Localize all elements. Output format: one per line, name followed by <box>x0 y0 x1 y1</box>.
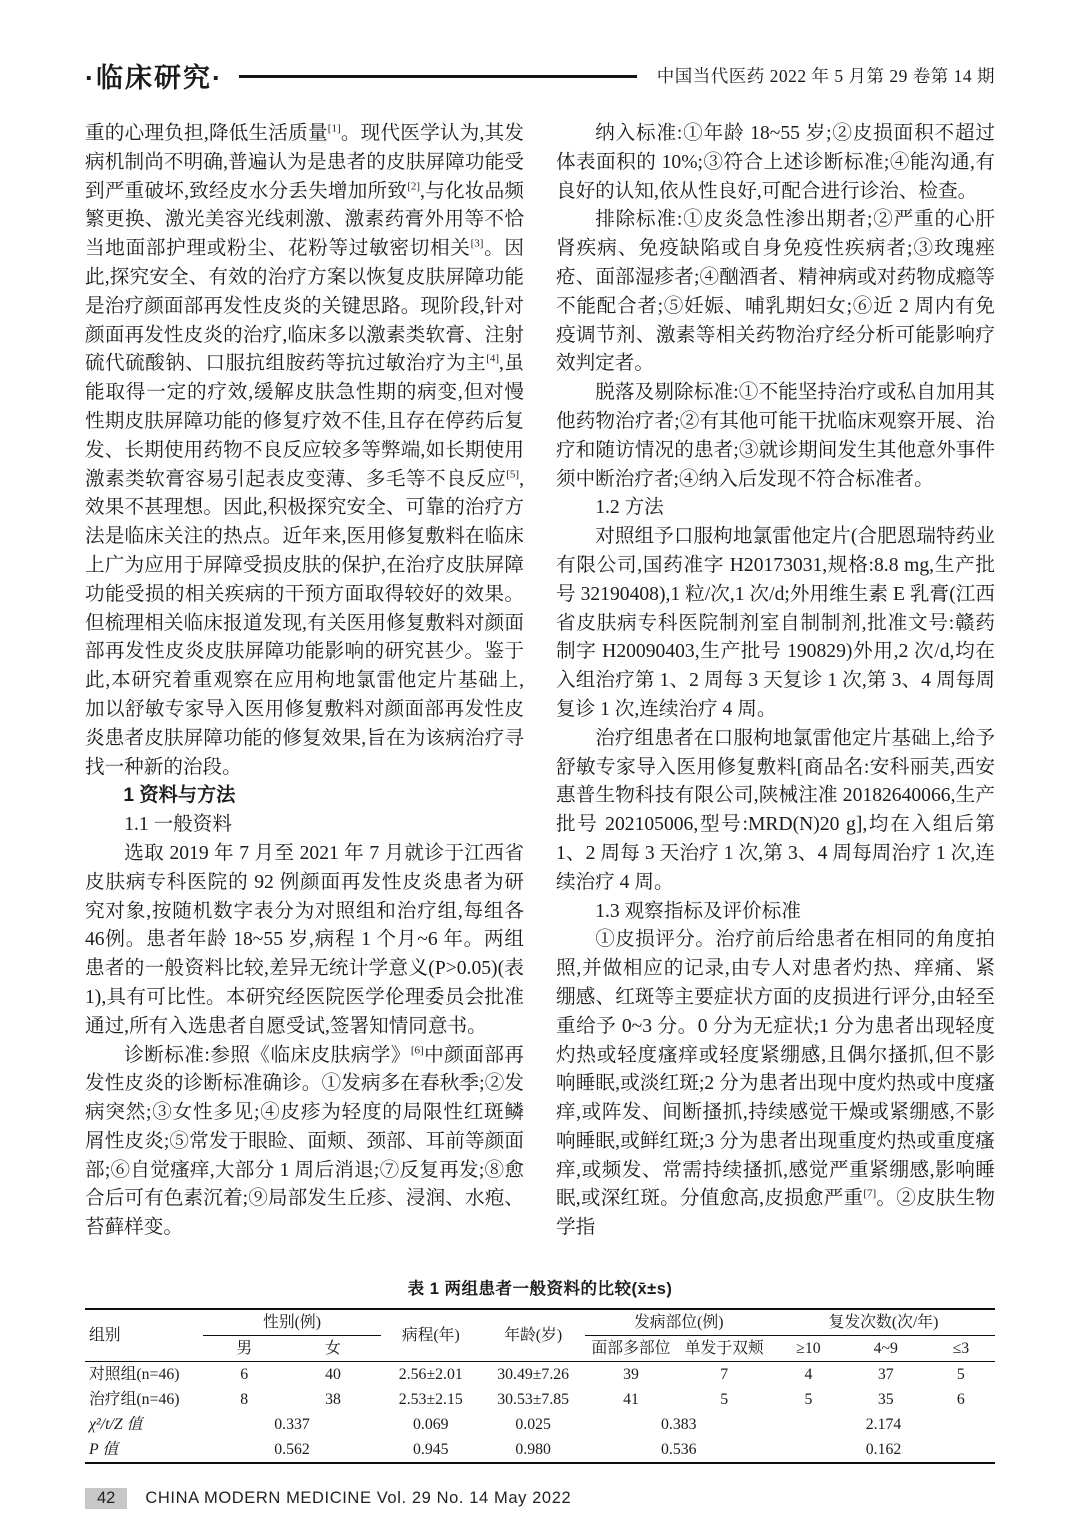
intro-continuation-paragraph: 重的心理负担,降低生活质量[1]。现代医学认为,其发病机制尚不明确,普遍认为是患者的皮肤屏障功能受到严重破坏,致经皮水分丢失增加所致[2],与化妆品频繁更换、激光美容光线刺激、激素药膏外用等不恰当地面部护理或粉尘、花粉等过敏密切相关[3]。因此,探究安全、有效的治疗方案以恢复皮肤屏障功能是治疗颜面部再发性皮炎的关键思路。现阶段,针对颜面再发性皮炎的治疗,临床多以激素类软膏、注射硫代硫酸钠、口服抗组胺药等抗过敏治疗为主[4],虽能取得一定的疗效,缓解皮肤急性期的病变,但对慢性期皮肤屏障功能的修复疗效不佳,且存在停药后复发、长期使用药物不良反应较多等弊端,如长期使用激素类软膏容易引起表皮变薄、多毛等不良反应[5],效果不甚理想。因此,积极探究安全、可靠的治疗方法是临床关注的热点。近年来,医用修复敷料在临床上广为应用于屏障受损皮肤的保护,在治疗皮肤屏障功能受损的相关疾病的干预方面取得较好的效果。但梳理相关临床报道发现,有关医用修复敷料对颜面部再发性皮炎皮肤屏障功能影响的研究甚少。鉴于此,本研究着重观察在应用枸地氯雷他定片基础上,加以舒敏专家导入医用修复敷料对颜面部再发性皮炎患者皮肤屏障功能的修复效果,旨在为该病治疗寻找一种新的治段。 <box>85 122 525 778</box>
cell-site-single: 7 <box>720 1366 729 1384</box>
cell-recur-4-9: 37 <box>877 1366 894 1384</box>
left-column <box>85 120 524 1243</box>
cell-male: 6 <box>240 1366 249 1384</box>
col-header-recur-ge10: ≥10 <box>772 1336 845 1362</box>
cell-course: 2.56±2.01 <box>398 1366 463 1384</box>
paragraph-diagnostic-criteria: 诊断标准:参照《临床皮肤病学》[6]中颜面部再发性皮炎的诊断标准确诊。①发病多在春秋季;②发病突然;③女性多见;④皮疹为轻度的局限性红斑鳞屑性皮炎;⑤常发于眼睑、面颊、颈部、耳前等颜面部;⑥自觉瘙痒,大部分 1 周后消退;⑦反复再发;⑧愈合后可有色素沉着;⑨局部发生丘疹、浸润、水疱、苔藓样变。 <box>85 1043 524 1239</box>
header-rule <box>239 75 637 78</box>
col-header-site-multi: 面部多部位 <box>585 1336 676 1362</box>
cell-recur-ge10: 4 <box>804 1366 813 1384</box>
cell-stat-course: 0.945 <box>413 1441 449 1459</box>
col-header-male: 男 <box>203 1336 285 1362</box>
cell-recur-le3: 6 <box>956 1391 965 1409</box>
right-column <box>556 120 995 1243</box>
col-header-site-single: 单发于双颊 <box>676 1336 772 1362</box>
row-label: 治疗组(n=46) <box>89 1391 180 1409</box>
col-header-course: 病程(年) <box>381 1309 481 1362</box>
cell-stat-course: 0.069 <box>413 1416 449 1434</box>
paragraph-lesion-score: ①皮损评分。治疗前后给患者在相同的角度拍照,并做相应的记录,由专人对患者灼热、痒痛、紧绷感、红斑等主要症状方面的皮损进行评分,由轻至重给予 0~3 分。0 分为无症状;1 分为患者出现轻度灼热或轻度瘙痒或轻度紧绷感,且偶尔搔抓,但不影响睡眠,或淡红斑;2 分为患者出现中度灼热或中度瘙痒,或阵发、间断搔抓,持续感觉干燥或紧绷感,不影响睡眠,或鲜红斑;3 分为患者出现重度灼热或重度瘙痒,或频发、常需持续搔抓,感觉严重紧绷感,影响睡眠,或深红斑。分值愈高,皮损愈严重[7]。②皮肤生物学指 <box>556 929 996 1239</box>
cell-stat-recur: 2.174 <box>865 1416 902 1434</box>
cell-stat-recur: 0.162 <box>865 1441 902 1459</box>
cell-female: 38 <box>325 1391 341 1409</box>
col-header-site-group: 发病部位(例) <box>585 1309 772 1336</box>
table-1-title: 表 1 两组患者一般资料的比较(x̄±s) <box>407 1280 673 1299</box>
table-row-p-value <box>85 1437 995 1463</box>
page-footer <box>85 1488 995 1509</box>
cell-male: 8 <box>240 1391 249 1409</box>
article-body <box>85 120 995 1243</box>
cell-recur-le3: 5 <box>956 1366 965 1384</box>
cell-age: 30.49±7.26 <box>497 1366 570 1384</box>
journal-issue-info: 中国当代医药 2022 年 5 月第 29 卷第 14 期 <box>656 65 995 86</box>
subsection-heading-general-data: 1.1 一般资料 <box>124 814 232 836</box>
table-1-header <box>85 1309 995 1362</box>
paragraph-exclusion-criteria: 排除标准:①皮炎急性渗出期者;②严重的心肝肾疾病、免疫缺陷或自身免疫性疾病者;③玫瑰痤疮、面部湿疹者;④酗酒者、精神病或对药物成瘾等不能配合者;⑤妊娠、哺乳期妇女;⑥近 2 周内有免疫调节剂、激素等相关药物治疗经分析可能影响疗效判定者。 <box>556 209 995 375</box>
cell-recur-ge10: 5 <box>804 1391 813 1409</box>
cell-age: 30.53±7.85 <box>497 1391 570 1409</box>
cell-stat-age: 0.025 <box>515 1416 551 1434</box>
table-1-block <box>85 1275 995 1464</box>
cell-stat-age: 0.980 <box>515 1441 551 1459</box>
cell-stat-gender: 0.562 <box>274 1441 310 1459</box>
col-header-recur-4-9: 4~9 <box>845 1336 927 1362</box>
paragraph-control-group-treatment: 对照组予口服枸地氯雷他定片(合肥恩瑞特药业有限公司,国药准字 H20173031,规格:8.8 mg,生产批号 32190408),1 粒/次,1 次/d;外用维生素 E 乳膏(江西省皮肤病专科医院制剂室自制制剂,批准文号:赣药制字 H20090403,生产批号 190829)外用,2 次/d,均在入组治疗第 1、2 周每 3 天复诊 1 次,第 3、4 周每周复诊 1 次,连续治疗 4 周。 <box>556 526 995 720</box>
cell-site-multi: 39 <box>623 1366 639 1384</box>
table-row-chi-t-z <box>85 1412 995 1437</box>
subsection-heading-observation-indicators: 1.3 观察指标及评价标准 <box>595 900 801 922</box>
col-header-group: 组别 <box>85 1309 203 1362</box>
col-header-female: 女 <box>285 1336 381 1362</box>
paragraph-dropout-criteria: 脱落及剔除标准:①不能坚持治疗或私自加用其他药物治疗者;②有其他可能干扰临床观察开展、治疗和随访情况的患者;③就诊期间发生其他意外事件须中断治疗者;④纳入后发现不符合标准者。 <box>556 382 995 490</box>
column-section-label: ·临床研究· <box>85 62 223 93</box>
cell-course: 2.53±2.15 <box>398 1391 463 1409</box>
paragraph-inclusion-criteria: 纳入标准:①年龄 18~55 岁;②皮损面积不超过体表面积的 10%;③符合上述诊断标准;④能沟通,有良好的认知,依从性良好,可配合进行诊治、检查。 <box>556 123 995 202</box>
footer-journal-name: CHINA MODERN MEDICINE Vol. 29 No. 14 May 2022 <box>145 1489 572 1508</box>
row-label: 对照组(n=46) <box>89 1366 180 1384</box>
page-number: 42 <box>85 1488 127 1509</box>
cell-site-single: 5 <box>720 1391 729 1409</box>
cell-stat-site: 0.536 <box>660 1441 697 1459</box>
col-header-recurrence-group: 复发次数(次/年) <box>772 1309 995 1336</box>
col-header-age: 年龄(岁) <box>481 1309 586 1362</box>
cell-stat-site: 0.383 <box>660 1416 697 1434</box>
subsection-heading-methods: 1.2 方法 <box>595 497 664 519</box>
cell-female: 40 <box>325 1366 341 1384</box>
cell-stat-gender: 0.337 <box>274 1416 310 1434</box>
row-label-chi-t-z: χ²/t/Z 值 <box>89 1416 143 1434</box>
page-header <box>85 54 995 96</box>
row-label-p-value: P 值 <box>89 1441 119 1459</box>
section-heading-materials-methods: 1 资料与方法 <box>123 785 236 807</box>
table-row-control-group <box>85 1362 995 1388</box>
cell-site-multi: 41 <box>623 1391 639 1409</box>
cell-recur-4-9: 35 <box>877 1391 894 1409</box>
col-header-gender-group: 性别(例) <box>203 1309 380 1336</box>
table-1 <box>85 1308 995 1464</box>
col-header-recur-le3: ≤3 <box>927 1336 995 1362</box>
table-row-treatment-group <box>85 1387 995 1412</box>
paragraph-general-data: 选取 2019 年 7 月至 2021 年 7 月就诊于江西省皮肤病专科医院的 92 例颜面再发性皮炎患者为研究对象,按随机数字表分为对照组和治疗组,每组各46例。患者年龄 18~55 岁,病程 1 个月~6 年。两组患者的一般资料比较,差异无统计学意义(P>0.05)(表 1),具有可比性。本研究经医院医学伦理委员会批准通过,所有入选患者自愿受试,签署知情同意书。 <box>85 842 524 1037</box>
paragraph-treatment-group-treatment: 治疗组患者在口服枸地氯雷他定片基础上,给予舒敏专家导入医用修复敷料[商品名:安科丽芙,西安惠普生物科技有限公司,陕械注准 20182640066,生产批号 202105006,型号:MRD(N)20 g],均在入组后第 1、2 周每 3 天治疗 1 次,第 3、4 周每周治疗 1 次,连续治疗 4 周。 <box>556 727 995 893</box>
